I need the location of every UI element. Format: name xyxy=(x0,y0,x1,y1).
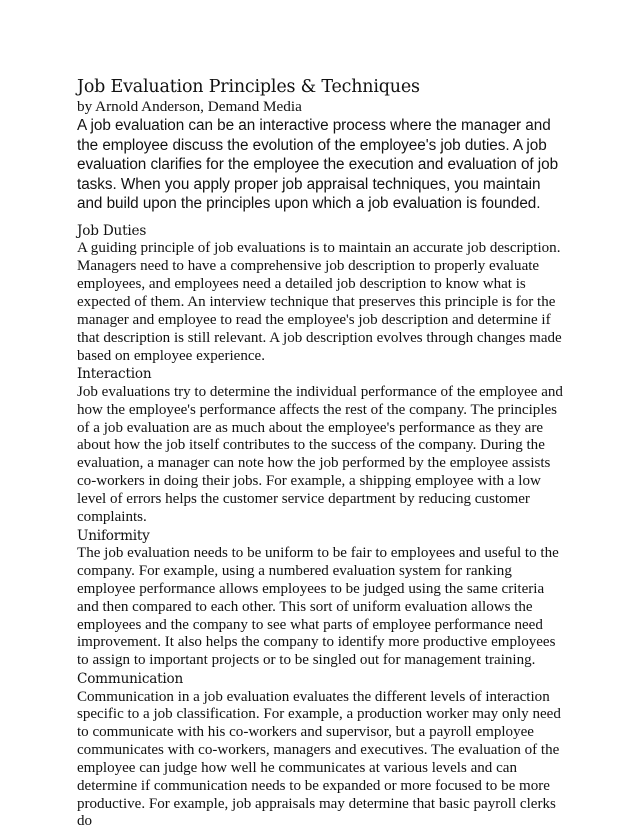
section-heading-job-duties: Job Duties xyxy=(77,222,147,239)
section-heading-interaction: Interaction xyxy=(77,366,152,383)
document-page xyxy=(77,76,567,831)
section-text-uniformity: The job evaluation needs to be uniform to be fair to employees and useful to the company. For example, using a numbered evaluation system for ranking employee performance allows employees to be judged using the same criteria and then compared to each other. This sort of uniform evaluation allows the employees and the company to see what parts of employee performance need improvement. It also helps the company to identify more productive employees to assign to important projects or to be singled out for management training. xyxy=(77,545,559,669)
section-heading-communication: Communication xyxy=(77,671,184,688)
section-text-interaction: Job evaluations try to determine the individual performance of the employee and how the employee's performance affects the rest of the company. The principles of a job evaluation are as much about the employee's performance as they are about how the job itself contributes to the success of the company. During the evaluation, a manager can note how the job performed by the employee assists co-workers in doing their jobs. For example, a shipping employee with a low level of errors helps the customer service department by reducing customer complaints. xyxy=(77,383,563,525)
lead-paragraph: A job evaluation can be an interactive process where the manager and the employee discuss the evolution of the employee's job duties. A job evaluation clarifies for the employee the execution and evaluation of job tasks. When you apply proper job appraisal techniques, you maintain and build upon the principles upon which a job evaluation is founded. xyxy=(77,117,559,213)
section-heading-uniformity: Uniformity xyxy=(77,527,150,544)
section-text-job-duties: A guiding principle of job evaluations is to maintain an accurate job description. Managers need to have a comprehensive job description to properly evaluate employees, and employees need a detailed job description to know what is expected of them. An interview technique that preserves this principle is for the manager and employee to read the employee's job description and determine if that description is still relevant. A job description evolves through changes made based on employee experience. xyxy=(77,240,562,364)
author-byline: by Arnold Anderson, Demand Media xyxy=(77,98,302,115)
document-title: Job Evaluation Principles & Techniques xyxy=(77,77,420,97)
section-text-communication: Communication in a job evaluation evaluates the different levels of interaction specific to a job classification. For example, a production worker may only need to communicate with his co-workers and supervisor, but a payroll employee communicates with co-workers, managers and executives. The evaluation of the employee can judge how well he communicates at various levels and can determine if communication needs to be expanded or more focused to be more productive. For example, job appraisals may determine that basic payroll clerks do xyxy=(77,688,561,830)
